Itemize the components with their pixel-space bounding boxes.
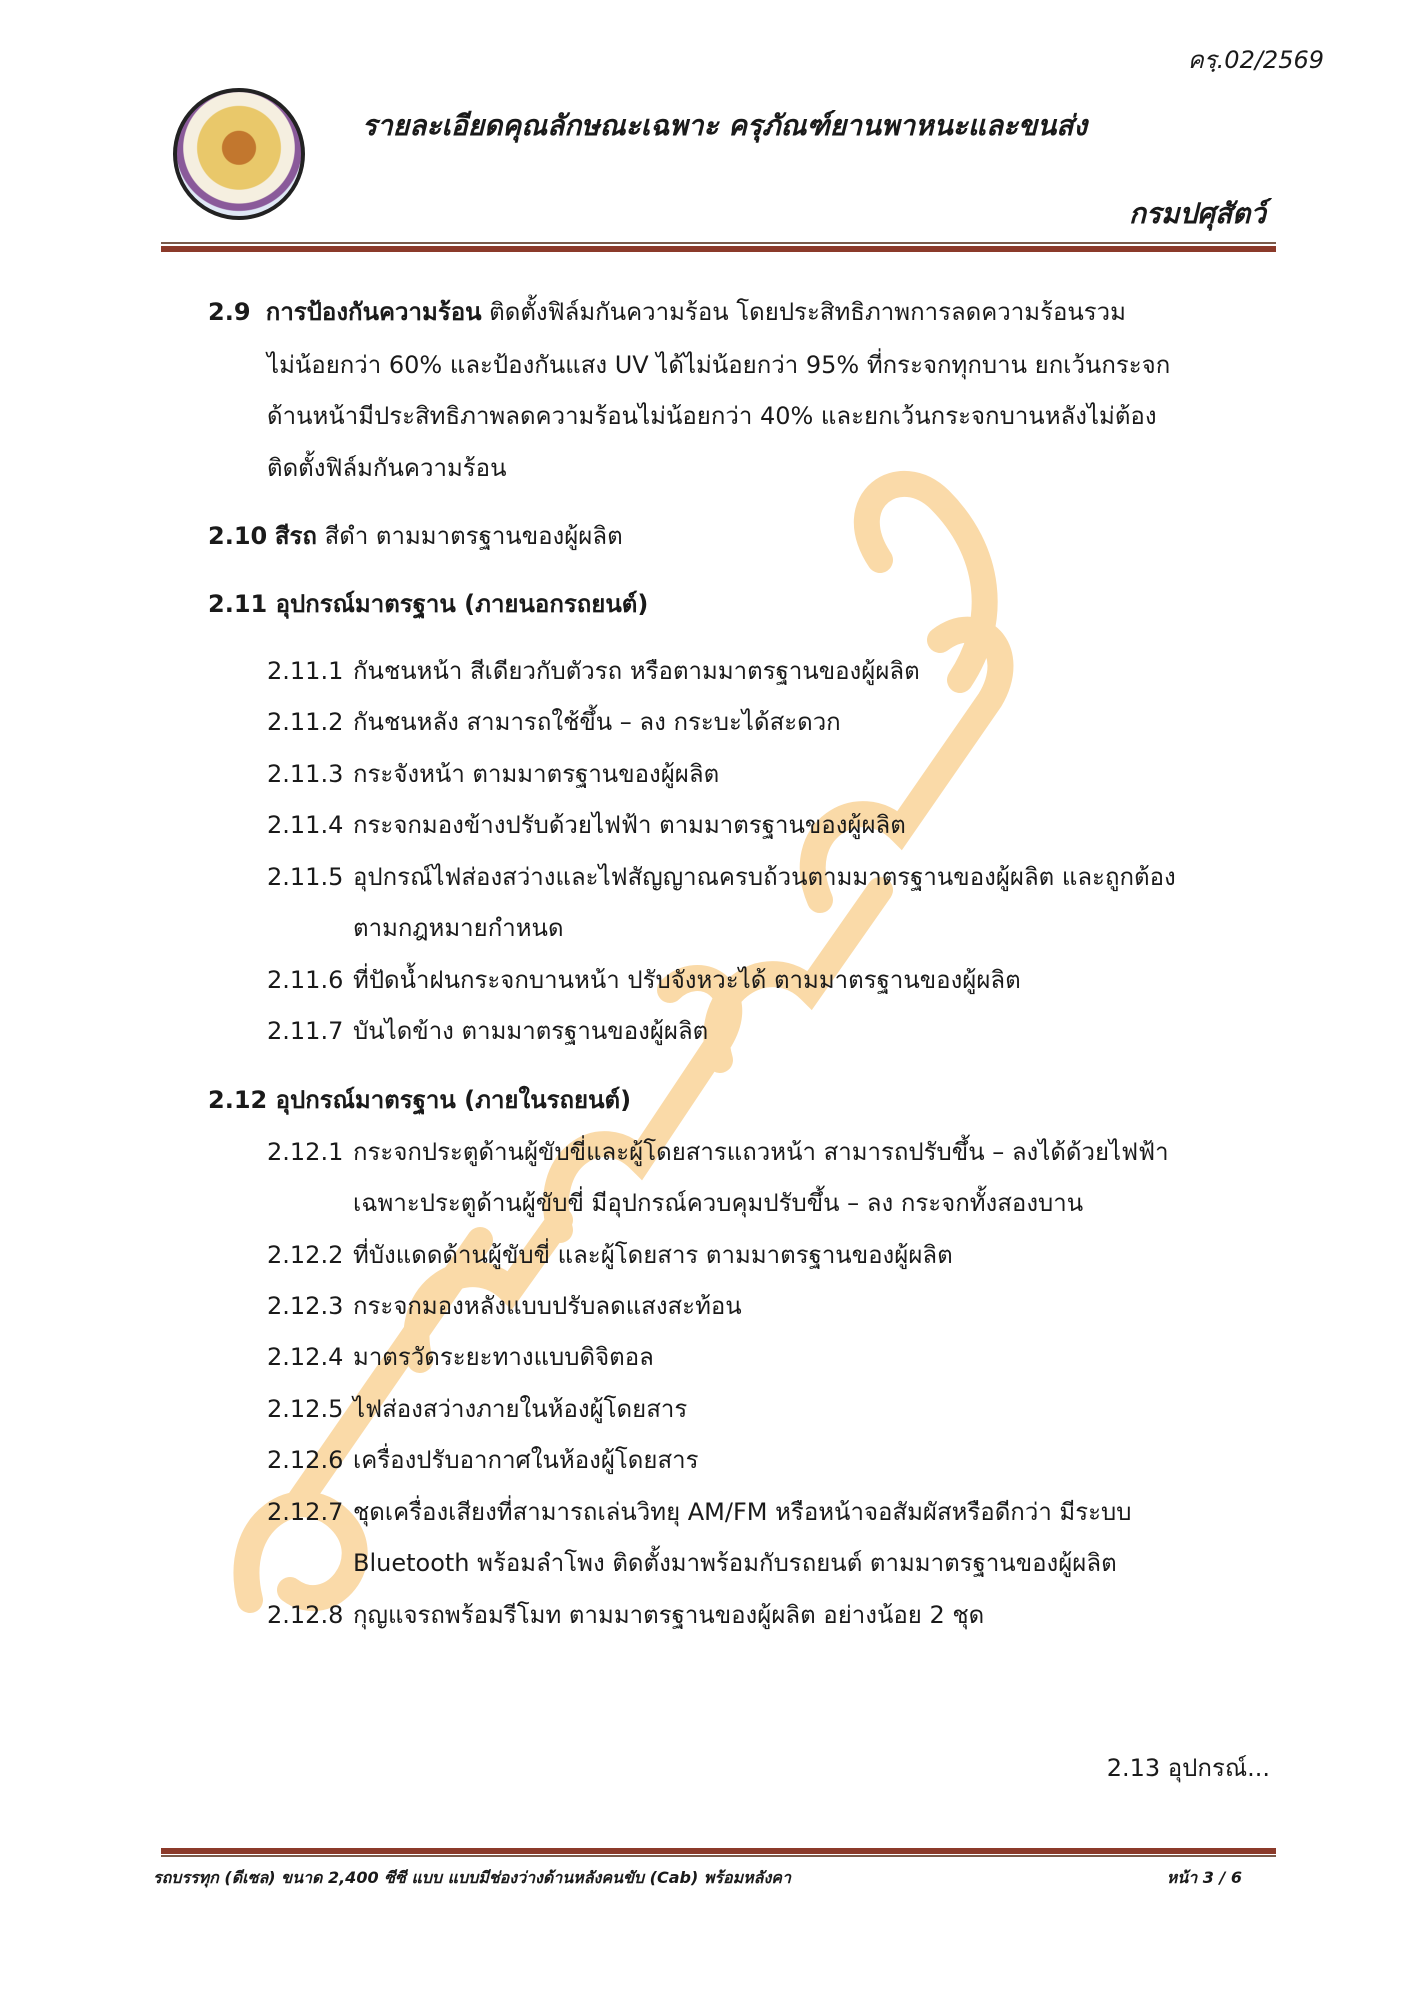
- item-number: 2.12.6: [267, 1446, 344, 1474]
- footer-text: รถบรรทุก (ดีเซล) ขนาด 2,400 ซีซี แบบ แบบมีช่องว่างด้านหลังคนขับ (Cab) พร้อมหลังคา: [153, 1868, 791, 1887]
- section-number: 2.10: [208, 522, 268, 550]
- section-title: การป้องกันความร้อน: [265, 298, 482, 326]
- item-text: ตามกฎหมายกำหนด: [353, 914, 564, 942]
- footer-divider-thick: [161, 1848, 1276, 1854]
- item-number: 2.12.7: [267, 1498, 344, 1526]
- section-text: ด้านหน้ามีประสิทธิภาพลดความร้อนไม่น้อยกว่า 40% และยกเว้นกระจกบานหลังไม่ต้อง: [267, 402, 1157, 430]
- item-text: อุปกรณ์ไฟส่องสว่างและไฟสัญญาณครบถ้วนตามมาตรฐานของผู้ผลิต และถูกต้อง: [353, 863, 1176, 891]
- header-divider-thick: [161, 246, 1276, 252]
- footer-divider: [161, 1855, 1276, 1857]
- section-text: ติดตั้งฟิล์มกันความร้อน โดยประสิทธิภาพการลดความร้อนรวม: [489, 298, 1126, 326]
- item-text: ที่บังแดดด้านผู้ขับขี่ และผู้โดยสาร ตามมาตรฐานของผู้ผลิต: [353, 1241, 953, 1269]
- document-title: รายละเอียดคุณลักษณะเฉพาะ ครุภัณฑ์ยานพาหนะและขนส่ง: [362, 109, 1088, 142]
- department-name: กรมปศุสัตว์: [1129, 197, 1266, 230]
- section-title: อุปกรณ์มาตรฐาน (ภายในรถยนต์): [275, 1086, 632, 1114]
- item-text: ชุดเครื่องเสียงที่สามารถเล่นวิทยุ AM/FM หรือหน้าจอสัมผัสหรือดีกว่า มีระบบ: [353, 1498, 1132, 1526]
- reference-code: ครฺ.02/2569: [1187, 46, 1324, 74]
- item-number: 2.12.8: [267, 1601, 344, 1629]
- section-title: อุปกรณ์มาตรฐาน (ภายนอกรถยนต์): [275, 590, 649, 618]
- item-text: เครื่องปรับอากาศในห้องผู้โดยสาร: [353, 1446, 699, 1474]
- section-text: ติดตั้งฟิล์มกันความร้อน: [267, 454, 507, 482]
- section-text: ไม่น้อยกว่า 60% และป้องกันแสง UV ได้ไม่น้อยกว่า 95% ที่กระจกทุกบาน ยกเว้นกระจก: [267, 351, 1171, 379]
- item-number: 2.11.7: [267, 1017, 344, 1045]
- section-2-9: [208, 294, 1126, 330]
- item-text: กระจกมองข้างปรับด้วยไฟฟ้า ตามมาตรฐานของผู้ผลิต: [353, 811, 906, 839]
- section-number: 2.9: [208, 298, 251, 326]
- item-text: กระจังหน้า ตามมาตรฐานของผู้ผลิต: [353, 760, 720, 788]
- section-text: สีดำ ตามมาตรฐานของผู้ผลิต: [324, 522, 623, 550]
- item-text: บันไดข้าง ตามมาตรฐานของผู้ผลิต: [353, 1017, 709, 1045]
- item-number: 2.11.3: [267, 760, 344, 788]
- section-2-12: [208, 1082, 631, 1118]
- continued-marker: 2.13 อุปกรณ์...: [1106, 1754, 1270, 1782]
- item-number: 2.12.1: [267, 1138, 344, 1166]
- item-number: 2.11.6: [267, 966, 344, 994]
- item-number: 2.11.2: [267, 708, 344, 736]
- item-text: กุญแจรถพร้อมรีโมท ตามมาตรฐานของผู้ผลิต อย่างน้อย 2 ชุด: [353, 1601, 985, 1629]
- item-number: 2.12.2: [267, 1241, 344, 1269]
- department-logo: [173, 88, 305, 220]
- item-number: 2.12.3: [267, 1292, 344, 1320]
- section-number: 2.12: [208, 1086, 268, 1114]
- section-2-10: [208, 518, 623, 554]
- item-text: ไฟส่องสว่างภายในห้องผู้โดยสาร: [353, 1395, 688, 1423]
- item-text: กันชนหลัง สามารถใช้ขึ้น – ลง กระบะได้สะดวก: [353, 708, 841, 736]
- header-divider: [161, 242, 1276, 244]
- item-text: กระจกประตูด้านผู้ขับขี่และผู้โดยสารแถวหน้า สามารถปรับขึ้น – ลงได้ด้วยไฟฟ้า: [353, 1138, 1169, 1166]
- item-number: 2.11.1: [267, 657, 344, 685]
- item-number: 2.12.5: [267, 1395, 344, 1423]
- section-number: 2.11: [208, 590, 268, 618]
- page-number: หน้า 3 / 6: [1166, 1868, 1242, 1887]
- section-title: สีรถ: [274, 522, 317, 550]
- item-text: กระจกมองหลังแบบปรับลดแสงสะท้อน: [353, 1292, 742, 1320]
- item-text: เฉพาะประตูด้านผู้ขับขี่ มีอุปกรณ์ควบคุมปรับขึ้น – ลง กระจกทั้งสองบาน: [353, 1189, 1084, 1217]
- item-number: 2.11.5: [267, 863, 344, 891]
- item-number: 2.11.4: [267, 811, 344, 839]
- item-text: กันชนหน้า สีเดียวกับตัวรถ หรือตามมาตรฐานของผู้ผลิต: [353, 657, 920, 685]
- item-text: Bluetooth พร้อมลำโพง ติดตั้งมาพร้อมกับรถยนต์ ตามมาตรฐานของผู้ผลิต: [353, 1549, 1117, 1577]
- section-2-11: [208, 586, 648, 622]
- item-text: ที่ปัดน้ำฝนกระจกบานหน้า ปรับจังหวะได้ ตามมาตรฐานของผู้ผลิต: [353, 966, 1021, 994]
- item-text: มาตรวัดระยะทางแบบดิจิตอล: [353, 1343, 654, 1371]
- item-number: 2.12.4: [267, 1343, 344, 1371]
